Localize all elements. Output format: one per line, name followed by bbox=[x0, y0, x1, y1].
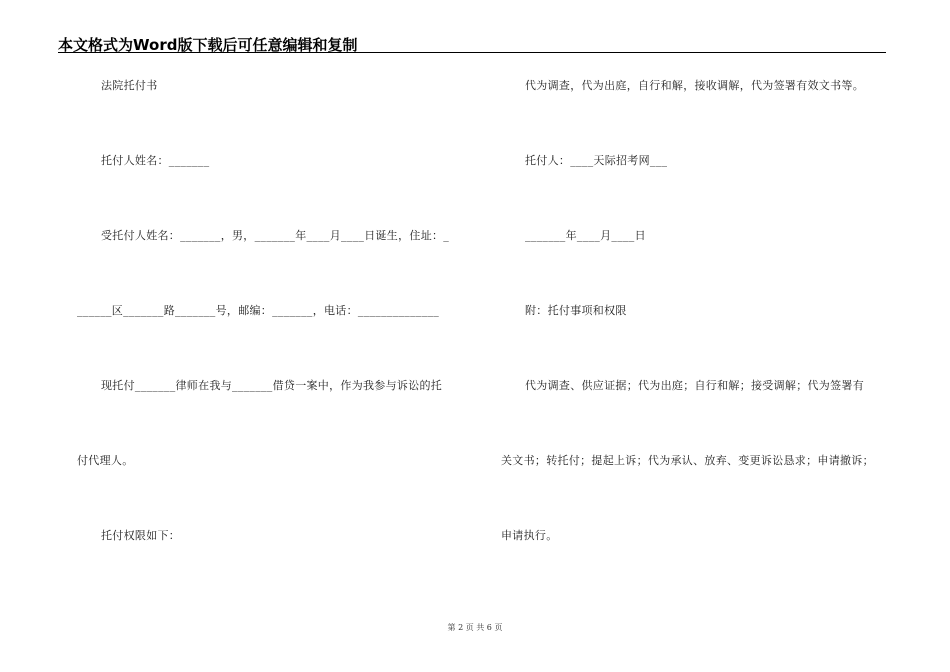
right-line-appendix-heading: 附：托付事项和权限 bbox=[525, 304, 627, 317]
left-line-agent-info: 受托付人姓名：_______，男，_______年____月____日诞生，住址：_ bbox=[101, 229, 450, 242]
left-line-entrust: 现托付_______律师在我与_______借贷一案中，作为我参与诉讼的托 bbox=[101, 379, 443, 392]
right-line-powers-2: 关文书；转托付；提起上诉；代为承认、放弃、变更诉讼恳求；申请撤诉； bbox=[501, 454, 874, 467]
right-line-duties: 代为调查，代为出庭，自行和解，接收调解，代为签署有效文书等。 bbox=[525, 79, 864, 92]
left-line-authority-heading: 托付权限如下： bbox=[101, 529, 181, 542]
left-line-principal-name: 托付人姓名：_______ bbox=[101, 154, 210, 167]
left-line-address: ______区_______路_______号，邮编：_______，电话：______________ bbox=[77, 304, 440, 317]
page-number-footer: 第 2 页 共 6 页 bbox=[447, 623, 503, 632]
left-line-agent-role: 付代理人。 bbox=[77, 454, 134, 467]
right-line-principal-signature: 托付人：____天际招考网___ bbox=[525, 154, 668, 167]
document-header-title: 本文格式为Word版下载后可任意编辑和复制 bbox=[58, 36, 358, 54]
header-divider bbox=[58, 52, 886, 53]
right-line-date: _______年____月____日 bbox=[525, 229, 646, 242]
left-line-title: 法院托付书 bbox=[101, 79, 158, 92]
right-line-powers-1: 代为调查、供应证据；代为出庭；自行和解；接受调解；代为签署有 bbox=[525, 379, 864, 392]
right-line-powers-3: 申请执行。 bbox=[501, 529, 558, 542]
